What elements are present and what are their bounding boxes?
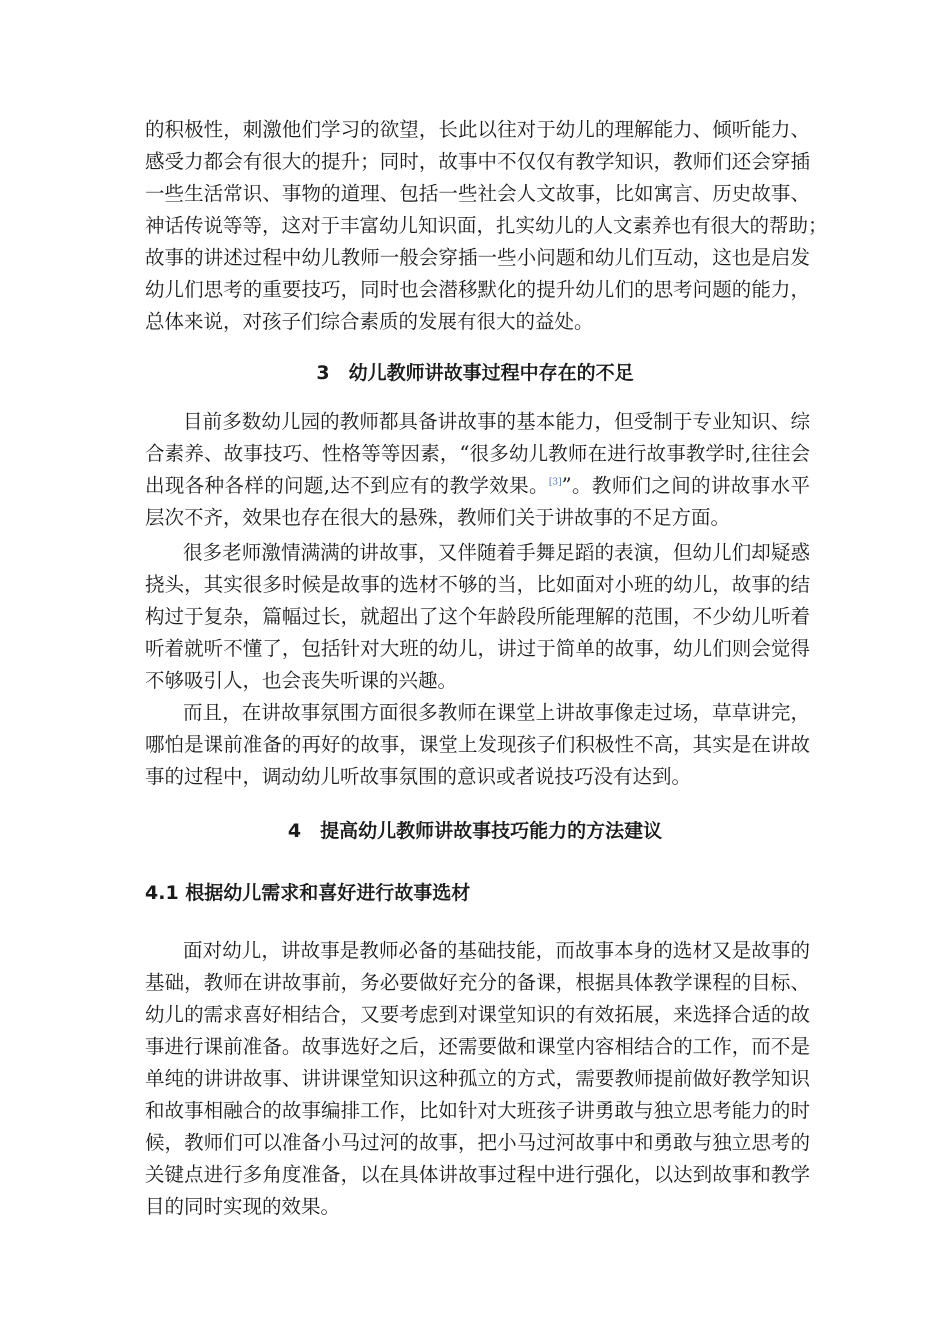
text-line: 挠头，其实很多时候是故事的选材不够的当，比如面对小班的幼儿，故事的结 — [145, 573, 810, 596]
text-line: 不够吸引人，也会丧失听课的兴趣。 — [145, 669, 458, 692]
text-line: 故事的讲述过程中幼儿教师一般会穿插一些小问题和幼儿们互动，这也是启发 — [145, 246, 810, 269]
text-line: 神话传说等等，这对于丰富幼儿知识面，扎实幼儿的人文素养也有很大的帮助； — [145, 214, 828, 237]
text-line: 事进行课前准备。故事选好之后，还需要做和课堂内容相结合的工作，而不是 — [145, 1035, 810, 1058]
text-line: 面对幼儿，讲故事是教师必备的基础技能，而故事本身的选材又是故事的 — [183, 939, 810, 962]
text-line: 的积极性，刺激他们学习的欲望，长此以往对于幼儿的理解能力、倾听能力、 — [145, 118, 810, 141]
text-line: 基础，教师在讲故事前，务必要做好充分的备课，根据具体教学课程的目标、 — [145, 971, 810, 994]
text-line: 幼儿们思考的重要技巧，同时也会潜移默化的提升幼儿们的思考问题的能力， — [145, 278, 810, 301]
text-line: 单纯的讲讲故事、讲讲课堂知识这种孤立的方式，需要教师提前做好教学知识 — [145, 1067, 810, 1090]
text-line: 合素养、故事技巧、性格等等因素，“很多幼儿教师在进行故事教学时,往往会 — [145, 442, 810, 465]
text-segment: 出现各种各样的问题,达不到应有的教学效果。 — [145, 474, 549, 497]
text-line-with-citation — [145, 470, 810, 502]
text-line: 构过于复杂，篇幅过长，就超出了这个年龄段所能理解的范围，不少幼儿听着 — [145, 605, 810, 628]
text-line: 感受力都会有很大的提升；同时，故事中不仅仅有教学知识，教师们还会穿插 — [145, 150, 810, 173]
text-line: 哪怕是课前准备的再好的故事，课堂上发现孩子们积极性不高，其实是在讲故 — [145, 733, 810, 756]
text-line: 候，教师们可以准备小马过河的故事，把小马过河故事中和勇敢与独立思考的 — [145, 1131, 810, 1154]
citation-link[interactable]: [3] — [548, 477, 562, 488]
text-segment: ”。教师们之间的讲故事水平 — [561, 474, 810, 497]
text-line: 一些生活常识、事物的道理、包括一些社会人文故事，比如寓言、历史故事、 — [145, 182, 810, 205]
text-line: 和故事相融合的故事编排工作，比如针对大班孩子讲勇敢与独立思考能力的时 — [145, 1099, 810, 1122]
text-line: 关键点进行多角度准备，以在具体讲故事过程中进行强化，以达到故事和教学 — [145, 1163, 810, 1186]
text-line: 目前多数幼儿园的教师都具备讲故事的基本能力，但受制于专业知识、综 — [183, 410, 810, 433]
text-line: 很多老师激情满满的讲故事，又伴随着手舞足蹈的表演，但幼儿们却疑惑 — [183, 541, 810, 564]
text-line: 目的同时实现的效果。 — [145, 1195, 341, 1218]
text-line: 层次不齐，效果也存在很大的悬殊，教师们关于讲故事的不足方面。 — [145, 506, 731, 529]
section-heading-3: 3 幼儿教师讲故事过程中存在的不足 — [316, 362, 634, 384]
subsection-heading-4-1: 4.1 根据幼儿需求和喜好进行故事选材 — [145, 882, 471, 904]
text-line: 总体来说，对孩子们综合素质的发展有很大的益处。 — [145, 310, 594, 333]
text-line: 幼儿的需求喜好相结合，又要考虑到对课堂知识的有效拓展，来选择合适的故 — [145, 1003, 810, 1026]
text-line: 而且，在讲故事氛围方面很多教师在课堂上讲故事像走过场，草草讲完， — [183, 701, 810, 724]
section-heading-4: 4 提高幼儿教师讲故事技巧能力的方法建议 — [287, 820, 663, 842]
text-line: 事的过程中，调动幼儿听故事氛围的意识或者说技巧没有达到。 — [145, 765, 692, 788]
text-line: 听着就听不懂了，包括针对大班的幼儿，讲过于简单的故事，幼儿们则会觉得 — [145, 637, 810, 660]
